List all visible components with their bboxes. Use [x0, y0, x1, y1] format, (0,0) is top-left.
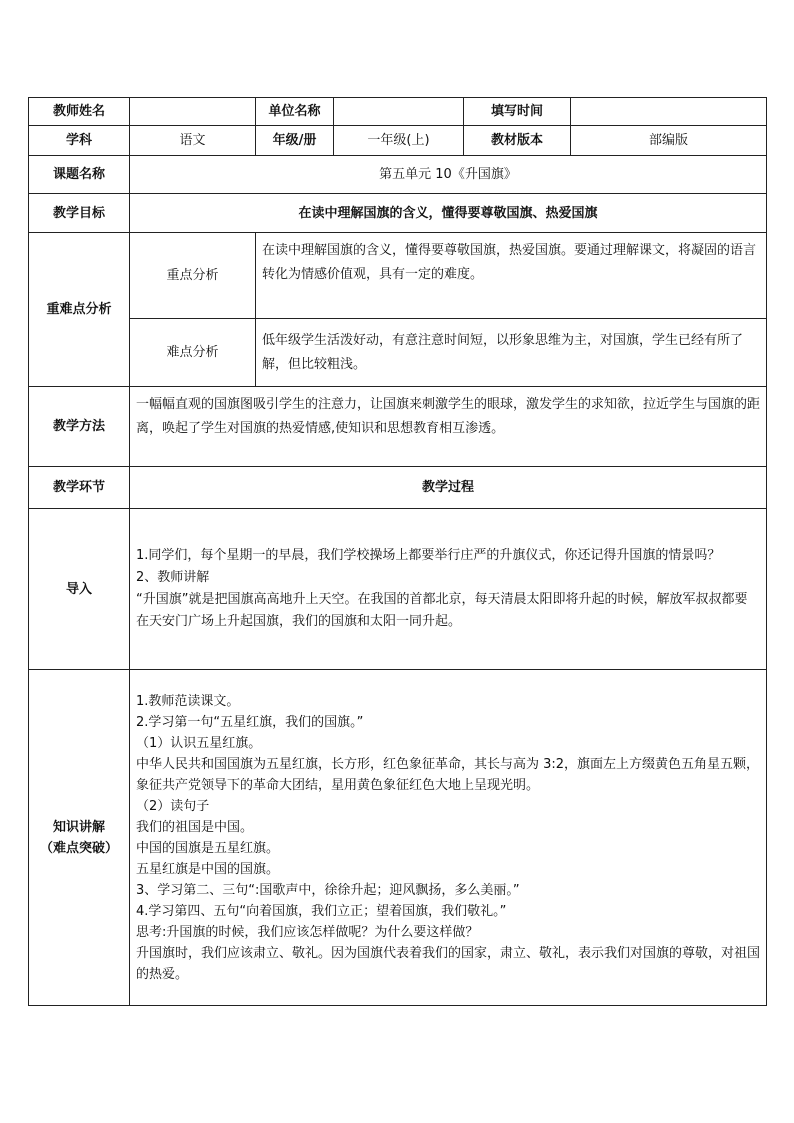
unit-name-value	[334, 98, 464, 126]
knowledge-label-line1: 知识讲解	[52, 819, 105, 835]
subject-value: 语文	[130, 126, 256, 156]
knowledge-line: （2）读句子	[136, 798, 210, 814]
unit-name-label: 单位名称	[256, 98, 334, 126]
knowledge-line: （1）认识五星红旗。	[136, 735, 262, 751]
lesson-plan-table	[28, 97, 767, 1006]
knowledge-line: 中华人民共和国国旗为五星红旗，长方形，红色象征革命，其长与高为 3:2，旗面左上方缀黄色五角星五颗，象征共产党领导下的革命大团结，星用黄色象征红色大地上呈现光明。	[136, 756, 760, 793]
lesson-title-value: 第五单元 10《升国旗》	[130, 156, 767, 194]
difficulty-text: 低年级学生活泼好动，有意注意时间短，以形象思维为主，对国旗，学生已经有所了解，但比较粗浅。	[256, 319, 767, 387]
subject-label: 学科	[29, 126, 130, 156]
intro-line: 2、教师讲解	[136, 570, 210, 585]
knowledge-line: 中国的国旗是五星红旗。	[136, 840, 280, 856]
teacher-name-value	[130, 98, 256, 126]
goal-row	[29, 194, 767, 233]
knowledge-label-line2: （难点突破）	[39, 840, 118, 856]
teaching-process-label: 教学过程	[130, 467, 767, 509]
analysis-label: 重难点分析	[29, 233, 130, 387]
knowledge-line: 2.学习第一句“五星红旗，我们的国旗。”	[136, 714, 364, 730]
knowledge-line: 升国旗时，我们应该肃立、敬礼。因为国旗代表着我们的国家，肃立、敬礼，表示我们对国旗的尊敬，对祖国的热爱。	[136, 945, 761, 982]
intro-label: 导入	[29, 509, 130, 670]
teaching-method-text: 一幅幅直观的国旗图吸引学生的注意力，让国旗来刺激学生的眼球，激发学生的求知欲，拉近学生与国旗的距离，唤起了学生对国旗的热爱情感,使知识和思想教育相互渗透。	[130, 387, 767, 467]
subject-row	[29, 126, 767, 156]
edition-label: 教材版本	[464, 126, 571, 156]
teaching-goal-value: 在读中理解国旗的含义，懂得要尊敬国旗、热爱国旗	[130, 194, 767, 233]
knowledge-content	[130, 670, 767, 1006]
difficulty-label: 难点分析	[130, 319, 256, 387]
knowledge-line: 4.学习第四、五句“向着国旗，我们立正；望着国旗，我们敬礼。”	[136, 903, 507, 919]
teaching-stage-label: 教学环节	[29, 467, 130, 509]
knowledge-row	[29, 670, 767, 1006]
lesson-row	[29, 156, 767, 194]
intro-line: “升国旗”就是把国旗高高地升上天空。在我国的首都北京，每天清晨太阳即将升起的时候，解放军叔叔都要在天安门广场上升起国旗，我们的国旗和太阳一同升起。	[136, 592, 748, 629]
grade-value: 一年级(上)	[334, 126, 464, 156]
intro-row	[29, 509, 767, 670]
intro-content	[130, 509, 767, 670]
key-point-label: 重点分析	[130, 233, 256, 319]
teaching-method-label: 教学方法	[29, 387, 130, 467]
lesson-title-label: 课题名称	[29, 156, 130, 194]
difficulty-analysis-row	[29, 319, 767, 387]
method-row	[29, 387, 767, 467]
knowledge-line: 我们的祖国是中国。	[136, 819, 254, 835]
knowledge-line: 五星红旗是中国的国旗。	[136, 861, 280, 877]
teaching-goal-label: 教学目标	[29, 194, 130, 233]
intro-line: 1.同学们，每个星期一的早晨，我们学校操场上都要举行庄严的升旗仪式，你还记得升国旗的情景吗？	[136, 548, 721, 563]
fill-date-label: 填写时间	[464, 98, 571, 126]
knowledge-label	[29, 670, 130, 1006]
key-analysis-row	[29, 233, 767, 319]
knowledge-line: 3、学习第二、三句“:国歌声中，徐徐升起；迎风飘扬，多么美丽。”	[136, 882, 520, 898]
knowledge-line: 思考:升国旗的时候，我们应该怎样做呢？为什么要这样做？	[136, 924, 479, 940]
fill-date-value	[571, 98, 767, 126]
edition-value: 部编版	[571, 126, 767, 156]
process-header-row	[29, 467, 767, 509]
teacher-name-label: 教师姓名	[29, 98, 130, 126]
grade-label: 年级/册	[256, 126, 334, 156]
key-point-text: 在读中理解国旗的含义，懂得要尊敬国旗，热爱国旗。要通过理解课文，将凝固的语言转化为情感价值观，具有一定的难度。	[256, 233, 767, 319]
knowledge-line: 1.教师范读课文。	[136, 693, 240, 709]
header-row	[29, 98, 767, 126]
